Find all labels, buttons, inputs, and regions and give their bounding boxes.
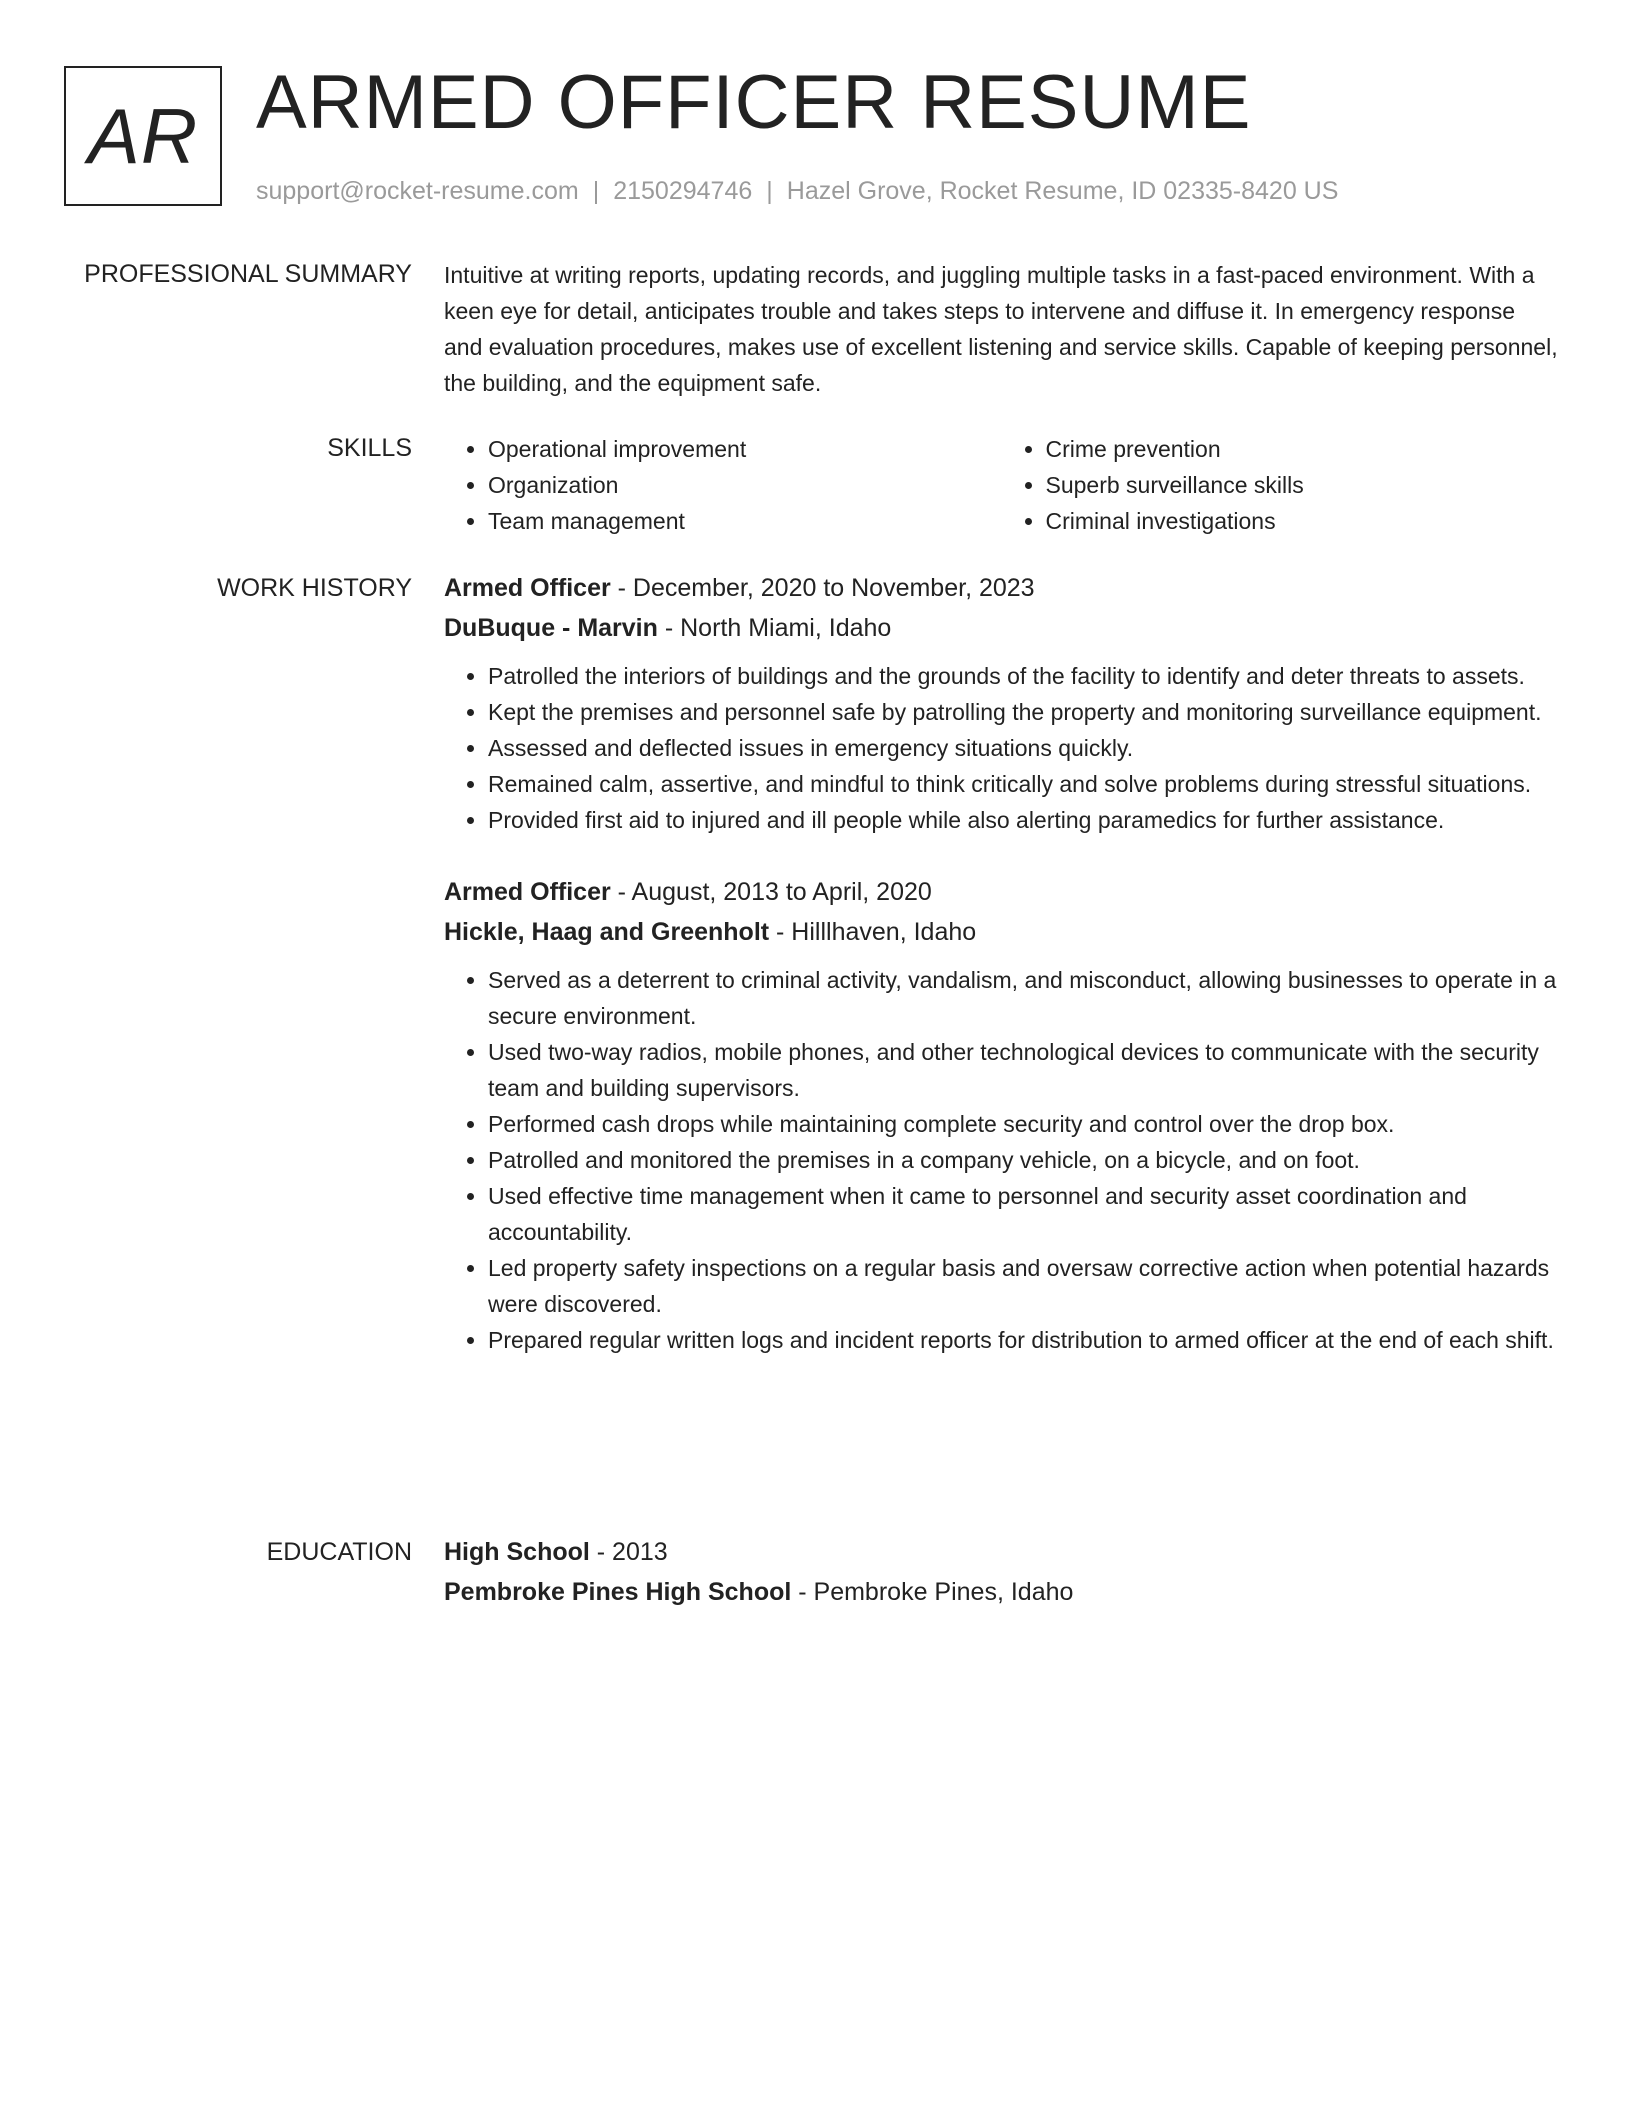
work-history-section — [444, 568, 1559, 1392]
job-title-line — [444, 568, 1559, 608]
job-company: Hickle, Haag and Greenholt — [444, 918, 770, 946]
contact-address: Hazel Grove, Rocket Resume, ID 02335-8420 US — [786, 177, 1339, 205]
skills-list-right — [1002, 431, 1560, 539]
summary-text: Intuitive at writing reports, updating records, and juggling multiple tasks in a fast-paced environment. With a keen eye for detail, anticipates trouble and takes steps to intervene and diffuse it. In emergency response and evaluation procedures, makes use of excellent listening and service skills. Capable of keeping personnel, the building, and the equipment safe. — [444, 262, 1558, 396]
job-company-line — [444, 608, 1559, 648]
skill-item: • Criminal investigations — [1046, 503, 1560, 539]
skill-item: • Operational improvement — [488, 431, 1002, 467]
job-bullet: • Assessed and deflected issues in emergency situations quickly. — [488, 730, 1559, 766]
skill-item: • Crime prevention — [1046, 431, 1560, 467]
job-title: Armed Officer — [444, 878, 611, 906]
education-location: - Pembroke Pines, Idaho — [791, 1578, 1074, 1606]
job-bullet: • Kept the premises and personnel safe by patrolling the property and monitoring surveillance equipment. — [488, 694, 1559, 730]
job-bullet: • Led property safety inspections on a regular basis and oversaw corrective action when potential hazards were discovered. — [488, 1250, 1559, 1322]
job-entry — [444, 568, 1559, 838]
contact-phone: 2150294746 — [613, 177, 753, 205]
job-title: Armed Officer — [444, 574, 611, 602]
education-degree: High School — [444, 1538, 590, 1566]
work-history-label: WORK HISTORY — [217, 574, 412, 602]
job-bullet: • Patrolled the interiors of buildings and the grounds of the facility to identify and deter threats to assets. — [488, 658, 1559, 694]
skill-item: • Organization — [488, 467, 1002, 503]
job-dates: - August, 2013 to April, 2020 — [610, 878, 932, 906]
job-bullet: • Performed cash drops while maintaining complete security and control over the drop box. — [488, 1106, 1559, 1142]
education-label: EDUCATION — [266, 1538, 412, 1566]
job-location: - Hilllhaven, Idaho — [769, 918, 977, 946]
education-section — [444, 1532, 1559, 1612]
job-company: DuBuque - Marvin — [444, 614, 658, 642]
job-location: - North Miami, Idaho — [657, 614, 892, 642]
contact-separator: | — [592, 177, 600, 205]
education-school: Pembroke Pines High School — [444, 1578, 792, 1606]
skills-section — [444, 431, 1559, 539]
resume-title: ARMED OFFICER RESUME — [256, 60, 1252, 145]
job-company-line — [444, 912, 1559, 952]
contact-line — [256, 174, 1338, 208]
education-degree-line — [444, 1532, 1559, 1572]
job-entry — [444, 872, 1559, 1358]
skills-list-left — [444, 431, 1002, 539]
skill-item: • Team management — [488, 503, 1002, 539]
education-year: - 2013 — [589, 1538, 668, 1566]
summary-label: PROFESSIONAL SUMMARY — [84, 260, 412, 288]
job-bullet: • Used two-way radios, mobile phones, and other technological devices to communicate with the security team and building supervisors. — [488, 1034, 1559, 1106]
skills-grid — [444, 431, 1559, 539]
job-bullets — [444, 658, 1559, 838]
contact-email: support@rocket-resume.com — [256, 177, 579, 205]
skill-item: • Superb surveillance skills — [1046, 467, 1560, 503]
job-dates: - December, 2020 to November, 2023 — [610, 574, 1035, 602]
job-bullet: • Remained calm, assertive, and mindful to think critically and solve problems during stressful situations. — [488, 766, 1559, 802]
skills-label: SKILLS — [327, 434, 412, 462]
job-bullet: • Served as a deterrent to criminal activity, vandalism, and misconduct, allowing businesses to operate in a secure environment. — [488, 962, 1559, 1034]
job-title-line — [444, 872, 1559, 912]
job-bullet: • Patrolled and monitored the premises in a company vehicle, on a bicycle, and on foot. — [488, 1142, 1559, 1178]
monogram-initials: AR — [64, 66, 222, 206]
job-bullets — [444, 962, 1559, 1358]
summary-section — [444, 257, 1559, 401]
job-bullet: • Used effective time management when it came to personnel and security asset coordination and accountability. — [488, 1178, 1559, 1250]
contact-separator: | — [766, 177, 773, 205]
job-bullet: • Provided first aid to injured and ill people while also alerting paramedics for further assistance. — [488, 802, 1559, 838]
education-school-line — [444, 1572, 1559, 1612]
job-bullet: • Prepared regular written logs and incident reports for distribution to armed officer at the end of each shift. — [488, 1322, 1559, 1358]
